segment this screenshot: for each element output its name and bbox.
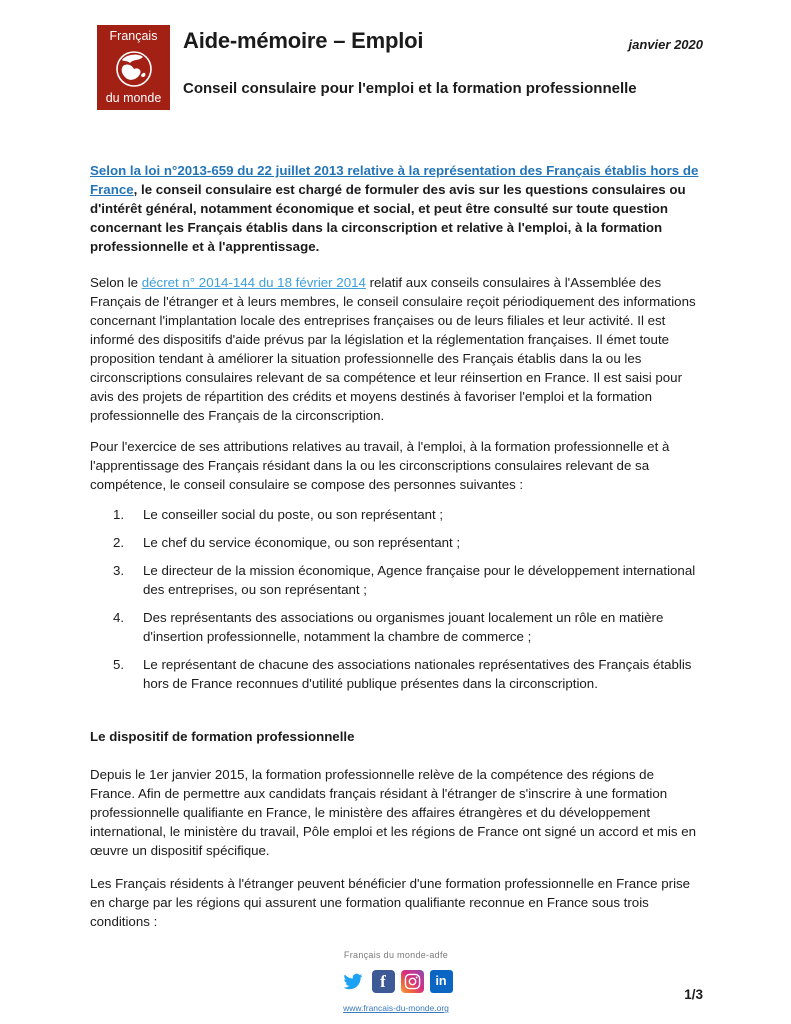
paragraph-decree [90, 273, 702, 425]
facebook-icon[interactable]: f [372, 970, 395, 993]
linkedin-icon[interactable]: in [430, 970, 453, 993]
paragraph-formation-conditions: Les Français résidents à l'étranger peuvent bénéficier d'une formation professionnelle en France prise en charge par les régions qui assurent une formation qualifiante reconnue en France sous trois conditions : [90, 876, 691, 929]
logo-text-bottom: du monde [105, 91, 162, 105]
document-title: Aide-mémoire – Emploi [183, 28, 424, 53]
document-header [0, 0, 791, 110]
globe-icon [112, 46, 156, 90]
members-list [113, 505, 702, 693]
list-item-text: Le chef du service économique, ou son représentant ; [143, 535, 461, 550]
list-item-number: 5. [113, 657, 125, 672]
page-number: 1/3 [684, 987, 703, 1002]
document-subtitle: Conseil consulaire pour l'emploi et la formation professionnelle [183, 80, 637, 97]
title-row [183, 28, 703, 54]
list-item-text: Des représentants des associations ou organismes jouant localement un rôle en matière d'insertion professionnelle, notamment la chambre de commerce ; [143, 610, 664, 644]
twitter-icon[interactable] [340, 970, 366, 993]
paragraph-law [90, 161, 702, 256]
website-link[interactable]: www.francais-du-monde.org [343, 1003, 449, 1013]
paragraph-decree-prefix: Selon le [90, 275, 142, 290]
document-body [90, 161, 702, 1018]
logo-text-top: Français [109, 29, 158, 43]
list-item-number: 2. [113, 535, 125, 550]
social-icons-row [90, 969, 702, 993]
page-footer [90, 946, 702, 1018]
list-item-number: 1. [113, 507, 125, 522]
list-item [113, 561, 702, 599]
list-item-number: 3. [113, 563, 125, 578]
paragraph-decree-text: relatif aux conseils consulaires à l'Assemblée des Français de l'étranger et à leurs membres, le conseil consulaire reçoit périodiquement des informations concernant l'implantation locale des entreprises françaises ou de leurs filiales et leur activité. Il est informé des dispositifs d'aide prévus par la législation et la réglementation françaises. Il émet toute proposition tendant à améliorer la situation professionnelle des Français établis dans la ou les circonscriptions consulaires relevant de sa compétence et leur réinsertion en France. Il est saisi pour avis des projets de répartition des crédits et moyens destinés à favoriser l'emploi et la formation professionnelle des Français de la circonscription. [90, 275, 696, 423]
decree-2014-144-link[interactable]: décret n° 2014-144 du 18 février 2014 [141, 275, 366, 290]
francais-du-monde-logo [97, 25, 170, 110]
law-2013-659-link[interactable]: Selon la loi n°2013-659 du 22 juillet 2013 relative à la représentation des Français établis hors de France [90, 163, 699, 197]
list-item [113, 655, 702, 693]
instagram-icon[interactable] [401, 970, 424, 993]
paragraph-composition-intro: Pour l'exercice de ses attributions relatives au travail, à l'emploi, à la formation professionnelle et à l'apprentissage des Français résidant dans la ou les circonscriptions consulaires relevant de sa compétence, le conseil consulaire se compose des personnes suivantes : [90, 439, 670, 492]
footer-org-name: Français du monde-adfe [343, 950, 449, 960]
list-item [113, 505, 702, 524]
document-date: janvier 2020 [628, 37, 703, 52]
list-item-text: Le conseiller social du poste, ou son représentant ; [143, 507, 444, 522]
list-item-text: Le représentant de chacune des associations nationales représentatives des Français établis hors de France reconnues d'utilité publique présentes dans la circonscription. [143, 657, 692, 691]
list-item [113, 533, 702, 552]
list-item-number: 4. [113, 610, 125, 625]
header-text-block [183, 25, 703, 110]
list-item-text: Le directeur de la mission économique, Agence française pour le développement international des entreprises, ou son représentant ; [143, 563, 696, 597]
paragraph-formation-dispositif: Depuis le 1er janvier 2015, la formation professionnelle relève de la compétence des régions de France. Afin de permettre aux candidats français résidant à l'étranger de s'inscrire à une formation professionnelle qualifiante en France, le ministère des affaires étrangères et du développement international, le ministère du travail, Pôle emploi et les régions de France ont signé un accord et mis en œuvre un dispositif spécifique. [90, 767, 697, 858]
list-item [113, 608, 702, 646]
section-heading-formation: Le dispositif de formation professionnelle [90, 729, 355, 744]
paragraph-law-text: , le conseil consulaire est chargé de formuler des avis sur les questions consulaires ou d'intérêt général, notamment économique et social, et peut être consulté sur toute question concernant les Français établis dans la circonscription et relative à l'emploi, à la formation professionnelle et à l'apprentissage. [90, 182, 686, 254]
